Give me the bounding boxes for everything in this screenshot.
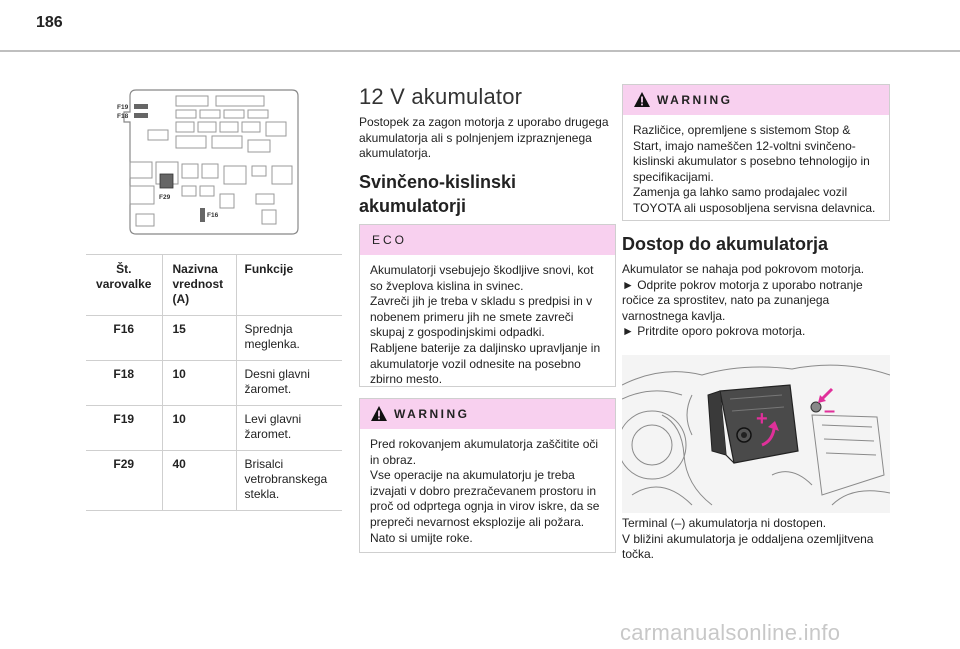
fuse-rating: 10 <box>162 406 236 451</box>
eco-notice-header <box>360 225 615 255</box>
warning-triangle-icon <box>370 405 388 422</box>
warning-header <box>360 399 615 429</box>
fuse-table <box>86 254 342 511</box>
fuse-number: F18 <box>86 361 162 406</box>
eco-line: Zavreči jih je treba v skladu s predpisi in v nobenem primeru jih ne smete zavreči skupaj z gospodinjskimi odpadki. <box>370 294 593 340</box>
eco-line: Akumulatorji vsebujejo škodljive snovi, kot so žveplova kislina in svinec. <box>370 263 594 293</box>
terminal-note-line: Terminal (–) akumulatorja ni dostopen. <box>622 516 827 530</box>
warning-body <box>360 429 615 552</box>
table-row <box>86 316 342 361</box>
access-line: ► Odprite pokrov motorja z uporabo notranje ročice za sprostitev, nato pa zunanjega varnostnega kavlja. <box>622 277 863 323</box>
warning-header <box>623 85 889 115</box>
fuse-box-diagram <box>116 82 304 242</box>
fuse-number: F29 <box>86 451 162 511</box>
terminal-note <box>622 516 890 563</box>
section-title-battery: 12 V akumulator <box>359 84 523 109</box>
table-row <box>86 406 342 451</box>
warning-line: Različice, opremljene s sistemom Stop & Start, imajo nameščen 12-voltni svinčeno-kislinski akumulator s posebno tehnologijo in specifikacijami. <box>633 123 870 184</box>
table-row <box>86 451 342 511</box>
page-number: 186 <box>36 14 63 31</box>
eco-notice <box>359 224 616 387</box>
eco-line: Rabljene baterije za daljinsko upravljanje in akumulatorje vozil odnesite na posebno zbirno mesto. <box>370 340 601 387</box>
battery-cover <box>708 385 798 463</box>
warning-box-stop-start <box>622 84 890 221</box>
fuse-label-f19: F19 <box>117 104 129 111</box>
battery-intro: Postopek za zagon motorja z uporabo drugega akumulatorja ali s polnjenjem izpraznjenega akumulatorja. <box>359 115 609 161</box>
table-header-row <box>86 255 342 316</box>
fuse-function: Sprednja meglenka. <box>236 316 342 361</box>
warning-line: Vse operacije na akumulatorju je treba izvajati v dobro prezračevanem prostoru in proč od odprtega ognja in virov iskre, da se prepreči nevarnost eksplozije ali požara. <box>370 468 600 529</box>
table-row <box>86 361 342 406</box>
fuse-rating: 15 <box>162 316 236 361</box>
warning-label: WARNING <box>394 407 470 421</box>
terminal-note-line: V bližini akumulatorja je oddaljena ozemljitvena točka. <box>622 531 874 562</box>
access-line: Akumulator se nahaja pod pokrovom motorja. <box>622 262 865 276</box>
warning-triangle-icon <box>633 91 651 108</box>
engine-bay-illustration <box>622 355 890 513</box>
fuse-function: Desni glavni žaromet. <box>236 361 342 406</box>
warning-body <box>623 115 889 223</box>
watermark: carmanualsonline.info <box>620 620 841 645</box>
warning-line: Nato si umijte roke. <box>370 530 473 545</box>
positive-terminal-marker: + <box>756 408 768 430</box>
column-header-rating: Nazivna vrednost (A) <box>162 255 236 316</box>
fuse-number: F19 <box>86 406 162 451</box>
negative-terminal-marker: – <box>824 400 836 422</box>
subsection-title-lead-acid: Svinčeno-kislinski akumulatorji <box>359 172 517 216</box>
eco-label: ECO <box>372 233 408 247</box>
warning-line: Pred rokovanjem akumulatorja zaščitite oči in obraz. <box>370 437 599 467</box>
fuse-label-f29: F29 <box>159 194 171 201</box>
fuse-rating: 10 <box>162 361 236 406</box>
fuse-rating: 40 <box>162 451 236 511</box>
column-header-fuse-number: Št. varovalke <box>86 255 162 316</box>
fuse-function: Brisalci vetrobranskega stekla. <box>236 451 342 511</box>
fuse-function: Levi glavni žaromet. <box>236 406 342 451</box>
top-rule <box>0 50 960 52</box>
warning-label: WARNING <box>657 93 733 107</box>
access-line: ► Pritrdite oporo pokrova motorja. <box>622 324 806 339</box>
warning-line: Zamenja ga lahko samo prodajalec vozil TOYOTA ali usposobljena servisna delavnica. <box>633 185 876 215</box>
warning-box-handling <box>359 398 616 553</box>
battery-access-text <box>622 262 890 340</box>
fuse-label-f16: F16 <box>207 212 219 219</box>
fuse-label-f18: F18 <box>117 113 129 120</box>
fuse-number: F16 <box>86 316 162 361</box>
eco-notice-body <box>360 255 615 394</box>
column-header-functions: Funkcije <box>236 255 342 316</box>
section-title-battery-access: Dostop do akumulatorja <box>622 234 829 254</box>
